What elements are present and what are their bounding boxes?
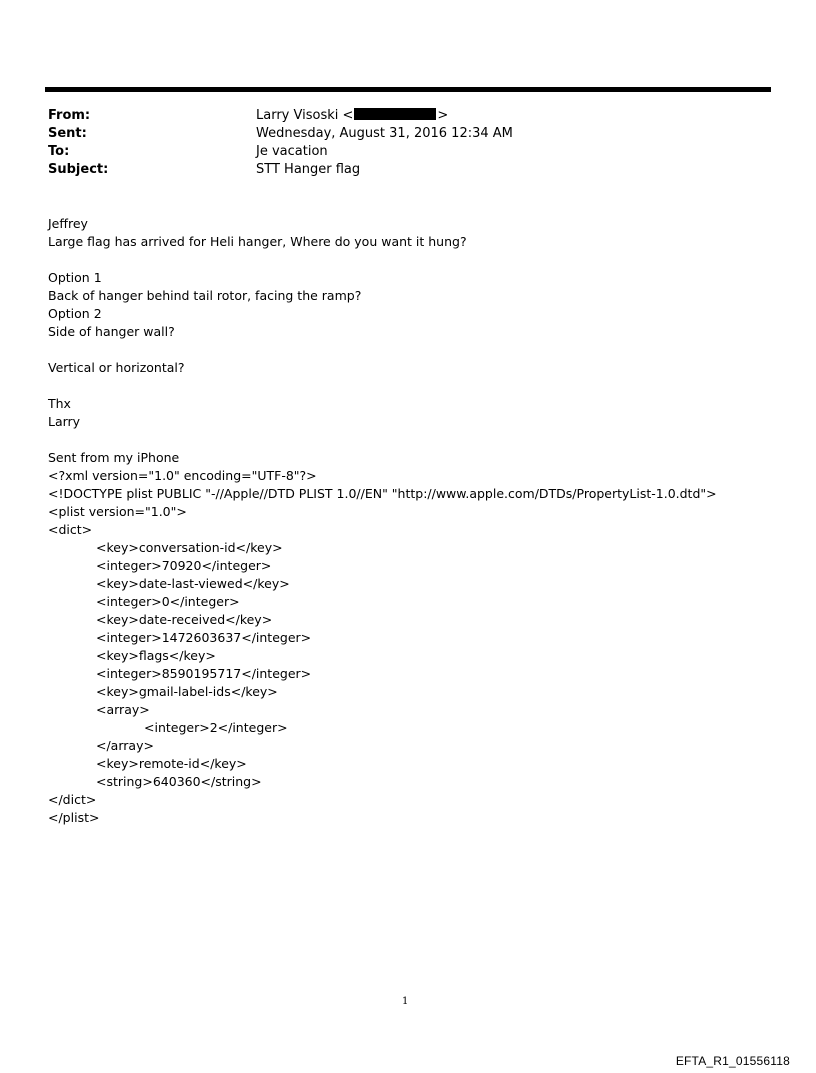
body-line: Vertical or horizontal?	[48, 360, 185, 375]
body-line: Back of hanger behind tail rotor, facing the ramp?	[48, 288, 362, 303]
plist-line: <integer>2</integer>	[144, 720, 288, 735]
to-label: To:	[48, 144, 70, 159]
plist-line: <dict>	[48, 522, 93, 537]
plist-line: <key>conversation-id</key>	[96, 540, 283, 555]
email-body	[48, 215, 717, 827]
plist-line: <key>remote-id</key>	[96, 756, 247, 771]
subject-row	[48, 161, 513, 179]
body-line: Thx	[48, 396, 71, 411]
plist-line: <key>flags</key>	[96, 648, 216, 663]
body-line: Sent from my iPhone	[48, 450, 180, 465]
body-line: Jeffrey	[48, 216, 88, 231]
sent-label: Sent:	[48, 126, 87, 141]
document-id: EFTA_R1_01556118	[675, 1054, 790, 1068]
to-row	[48, 143, 513, 161]
sent-value: Wednesday, August 31, 2016 12:34 AM	[256, 126, 513, 141]
subject-label: Subject:	[48, 162, 109, 177]
to-value: Je vacation	[256, 144, 328, 159]
from-end: >	[437, 108, 449, 123]
page-number: 1	[402, 996, 409, 1007]
body-line	[48, 431, 717, 449]
body-line: Option 1	[48, 270, 102, 285]
from-name: Larry Visoski <	[256, 108, 354, 123]
body-line: Large flag has arrived for Heli hanger, Where do you want it hung?	[48, 234, 467, 249]
from-label: From:	[48, 108, 91, 123]
header-divider	[45, 87, 771, 92]
plist-line: <integer>8590195717</integer>	[96, 666, 312, 681]
body-line	[48, 341, 717, 359]
from-value	[256, 107, 448, 125]
plist-line: <array>	[96, 702, 150, 717]
plist-line: <plist version="1.0">	[48, 504, 187, 519]
body-line	[48, 377, 717, 395]
plist-line: <!DOCTYPE plist PUBLIC "-//Apple//DTD PLIST 1.0//EN" "http://www.apple.com/DTDs/PropertyList-1.0.dtd">	[48, 486, 717, 501]
body-line: Option 2	[48, 306, 102, 321]
plist-line: <key>date-last-viewed</key>	[96, 576, 290, 591]
plist-line: </plist>	[48, 810, 100, 825]
plist-line: <key>date-received</key>	[96, 612, 273, 627]
plist-line: <string>640360</string>	[96, 774, 262, 789]
from-row	[48, 107, 513, 125]
redaction-box	[354, 108, 436, 120]
plist-line: <integer>1472603637</integer>	[96, 630, 312, 645]
plist-line: <integer>0</integer>	[96, 594, 240, 609]
body-line	[48, 251, 717, 269]
plist-line: <key>gmail-label-ids</key>	[96, 684, 278, 699]
email-header	[48, 107, 513, 179]
body-line: Larry	[48, 414, 81, 429]
body-line: Side of hanger wall?	[48, 324, 175, 339]
subject-value: STT Hanger flag	[256, 162, 361, 177]
plist-line: </dict>	[48, 792, 97, 807]
sent-row	[48, 125, 513, 143]
plist-line: <integer>70920</integer>	[96, 558, 272, 573]
plist-line: <?xml version="1.0" encoding="UTF-8"?>	[48, 468, 317, 483]
plist-line: </array>	[96, 738, 154, 753]
